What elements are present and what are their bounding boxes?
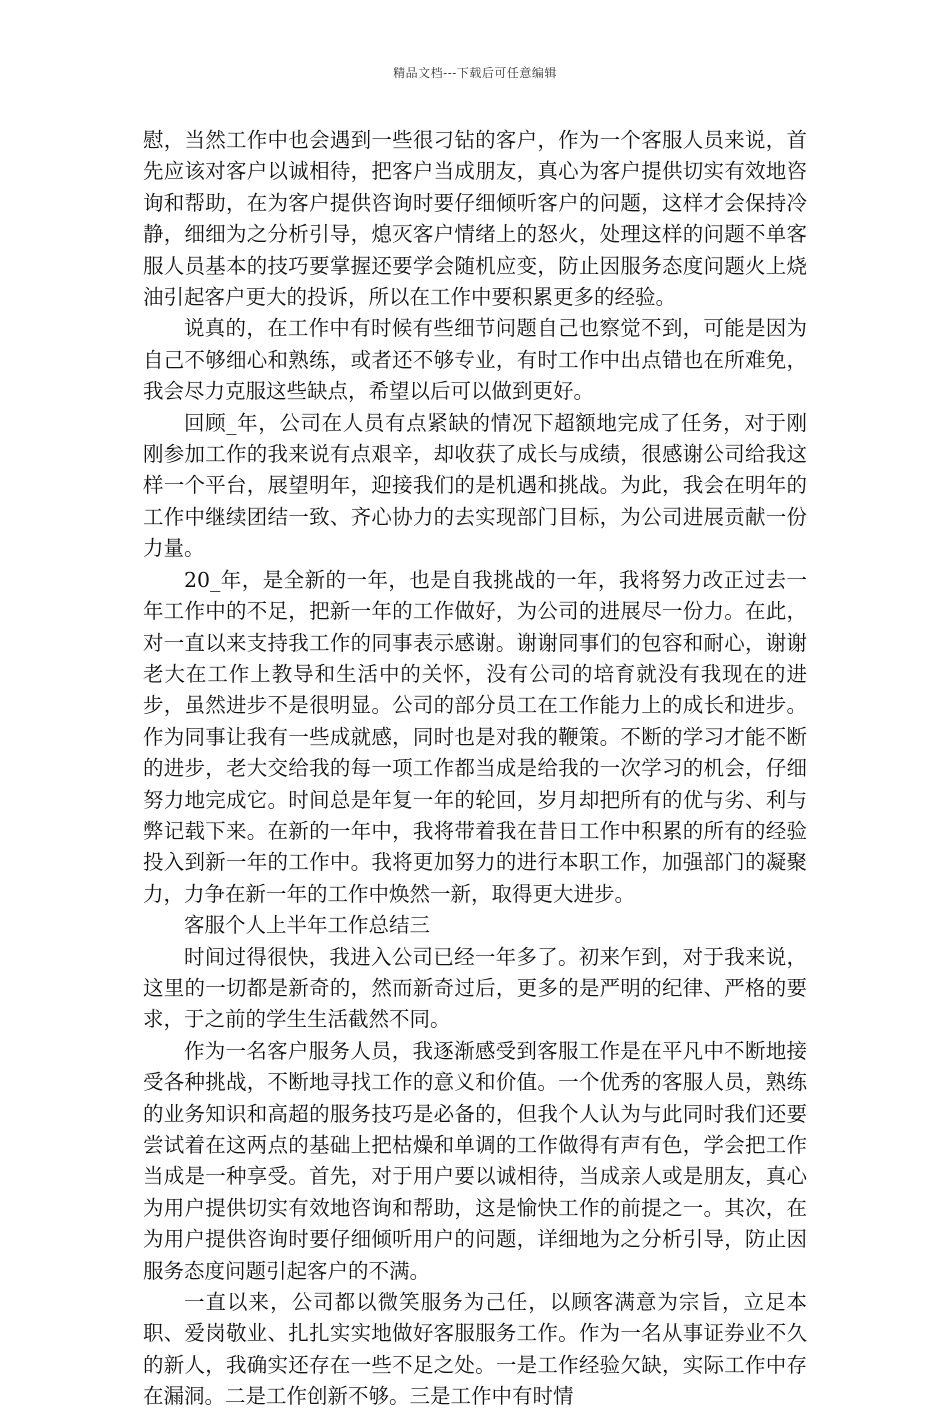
paragraph-continued: 慰，当然工作中也会遇到一些很刁钻的客户，作为一个客服人员来说，首先应该对客户以诚相待，把客户当成朋友，真心为客户提供切实有效地咨询和帮助，在为客户提供咨询时要仔细倾听客户的问题，这样才会保持冷静，细细为之分析引导，熄灭客户情绪上的怒火，处理这样的问题不单客服人员基本的技巧要掌握还要学会随机应变，防止因服务态度问题火上烧油引起客户更大的投诉，所以在工作中要积累更多的经验。 [143, 128, 807, 310]
paragraph: 回顾_年，公司在人员有点紧缺的情况下超额地完成了任务，对于刚刚参加工作的我来说有点艰辛，却收获了成长与成绩，很感谢公司给我这样一个平台，展望明年，迎接我们的是机遇和挑战。为此，我会在明年的工作中继续团结一致、齐心协力的去实现部门目标，为公司进展贡献一份力量。 [143, 410, 807, 561]
page-header: 精品文档---下载后可任意编辑 [393, 66, 557, 80]
document-body [143, 125, 807, 1413]
paragraph: 20_年，是全新的一年，也是自我挑战的一年，我将努力改正过去一年工作中的不足，把新一年的工作做好，为公司的进展尽一份力。在此，对一直以来支持我工作的同事表示感谢。谢谢同事们的包容和耐心，谢谢老大在工作上教导和生活中的关怀，没有公司的培育就没有我现在的进步，虽然进步不是很明显。公司的部分员工在工作能力上的成长和进步。作为同事让我有一些成就感，同时也是对我的鞭策。不断的学习才能不断的进步，老大交给我的每一项工作都当成是给我的一次学习的机会，仔细努力地完成它。时间总是年复一年的轮回，岁月却把所有的优与劣、利与弊记载下来。在新的一年中，我将带着我在昔日工作中积累的所有的经验投入到新一年的工作中。我将更加努力的进行本职工作，加强部门的凝聚力，力争在新一年的工作中焕然一新，取得更大进步。 [143, 567, 807, 906]
paragraph: 时间过得很快，我进入公司已经一年多了。初来乍到，对于我来说，这里的一切都是新奇的，然而新奇过后，更多的是严明的纪律、严格的要求，于之前的学生生活截然不同。 [143, 944, 807, 1032]
section-heading: 客服个人上半年工作总结三 [184, 913, 430, 938]
paragraph: 说真的，在工作中有时候有些细节问题自己也察觉不到，可能是因为自己不够细心和熟练，或者还不够专业，有时工作中出点错也在所难免，我会尽力克服这些缺点，希望以后可以做到更好。 [143, 316, 807, 404]
paragraph: 作为一名客户服务人员，我逐渐感受到客服工作是在平凡中不断地接受各种挑战，不断地寻找工作的意义和价值。一个优秀的客服人员，熟练的业务知识和高超的服务技巧是必备的，但我个人认为与此同时我们还要尝试着在这两点的基础上把枯燥和单调的工作做得有声有色，学会把工作当成是一种享受。首先，对于用户要以诚相待，当成亲人或是朋友，真心为用户提供切实有效地咨询和帮助，这是愉快工作的前提之一。其次，在为用户提供咨询时要仔细倾听用户的问题，详细地为之分析引导，防止因服务态度问题引起客户的不满。 [143, 1038, 807, 1283]
paragraph: 一直以来，公司都以微笑服务为己任，以顾客满意为宗旨，立足本职、爱岗敬业、扎扎实实地做好客服服务工作。作为一名从事证券业不久的新人，我确实还存在一些不足之处。一是工作经验欠缺，实际工作中存在漏洞。二是工作创新不够。三是工作中有时情 [143, 1290, 807, 1409]
